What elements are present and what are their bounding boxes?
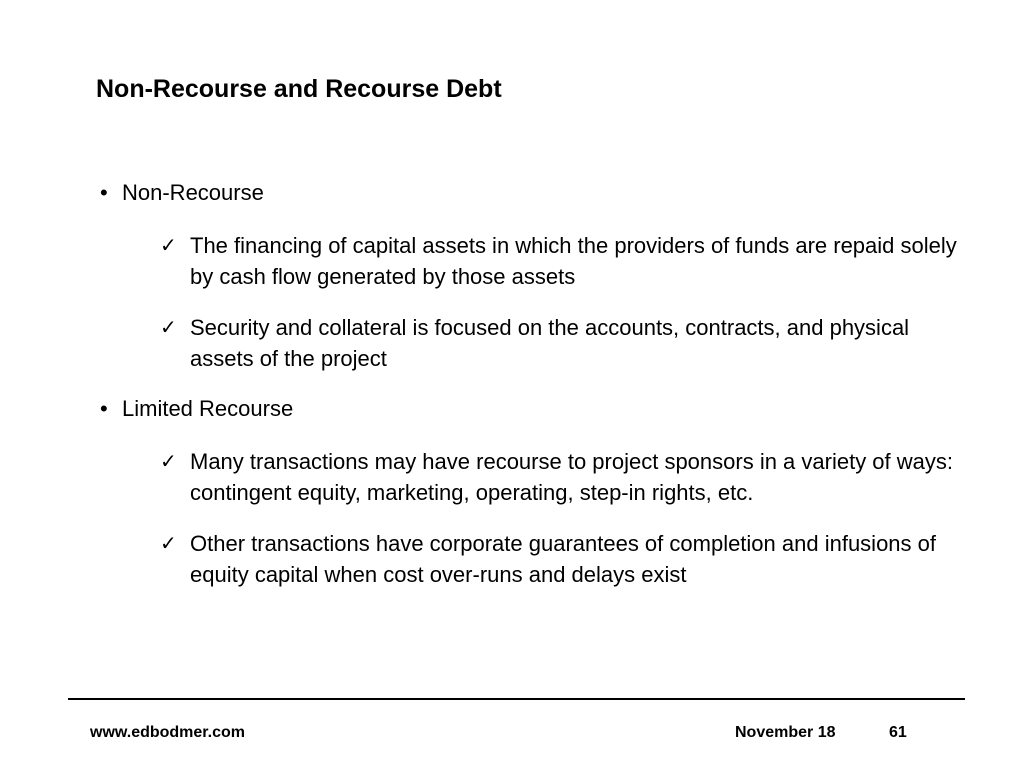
sub-bullet-text: The financing of capital assets in which the providers of funds are repaid solely by cash flow generated by those assets xyxy=(190,233,957,289)
footer-date: November 18 xyxy=(735,724,836,741)
bullet-heading: Limited Recourse xyxy=(122,396,294,421)
section-limited-recourse xyxy=(100,394,960,590)
bullet-dot-icon: • xyxy=(100,180,108,205)
sub-bullet-item xyxy=(100,528,960,590)
section-non-recourse xyxy=(100,178,960,374)
bullet-item xyxy=(100,178,960,208)
sub-bullet-text: Many transactions may have recourse to project sponsors in a variety of ways: contingent equity, marketing, operating, step-in rights, etc. xyxy=(190,449,954,505)
bullet-dot-icon: • xyxy=(100,396,108,421)
checkmark-icon: ✓ xyxy=(160,531,177,555)
sub-bullet-text: Other transactions have corporate guarantees of completion and infusions of equity capital when cost over-runs and delays exist xyxy=(190,531,937,587)
checkmark-icon: ✓ xyxy=(160,449,177,473)
sub-bullet-item xyxy=(100,230,960,292)
sub-bullet-text: Security and collateral is focused on the accounts, contracts, and physical assets of the project xyxy=(190,315,910,371)
checkmark-icon: ✓ xyxy=(160,233,177,257)
checkmark-icon: ✓ xyxy=(160,315,177,339)
sub-bullet-item xyxy=(100,446,960,508)
footer-page-number: 61 xyxy=(889,724,907,741)
sub-bullet-item xyxy=(100,312,960,374)
slide-title: Non-Recourse and Recourse Debt xyxy=(96,75,502,103)
footer-divider xyxy=(68,698,965,700)
bullet-heading: Non-Recourse xyxy=(122,180,264,205)
bullet-item xyxy=(100,394,960,424)
footer-website: www.edbodmer.com xyxy=(90,724,245,741)
slide-content xyxy=(100,178,960,590)
